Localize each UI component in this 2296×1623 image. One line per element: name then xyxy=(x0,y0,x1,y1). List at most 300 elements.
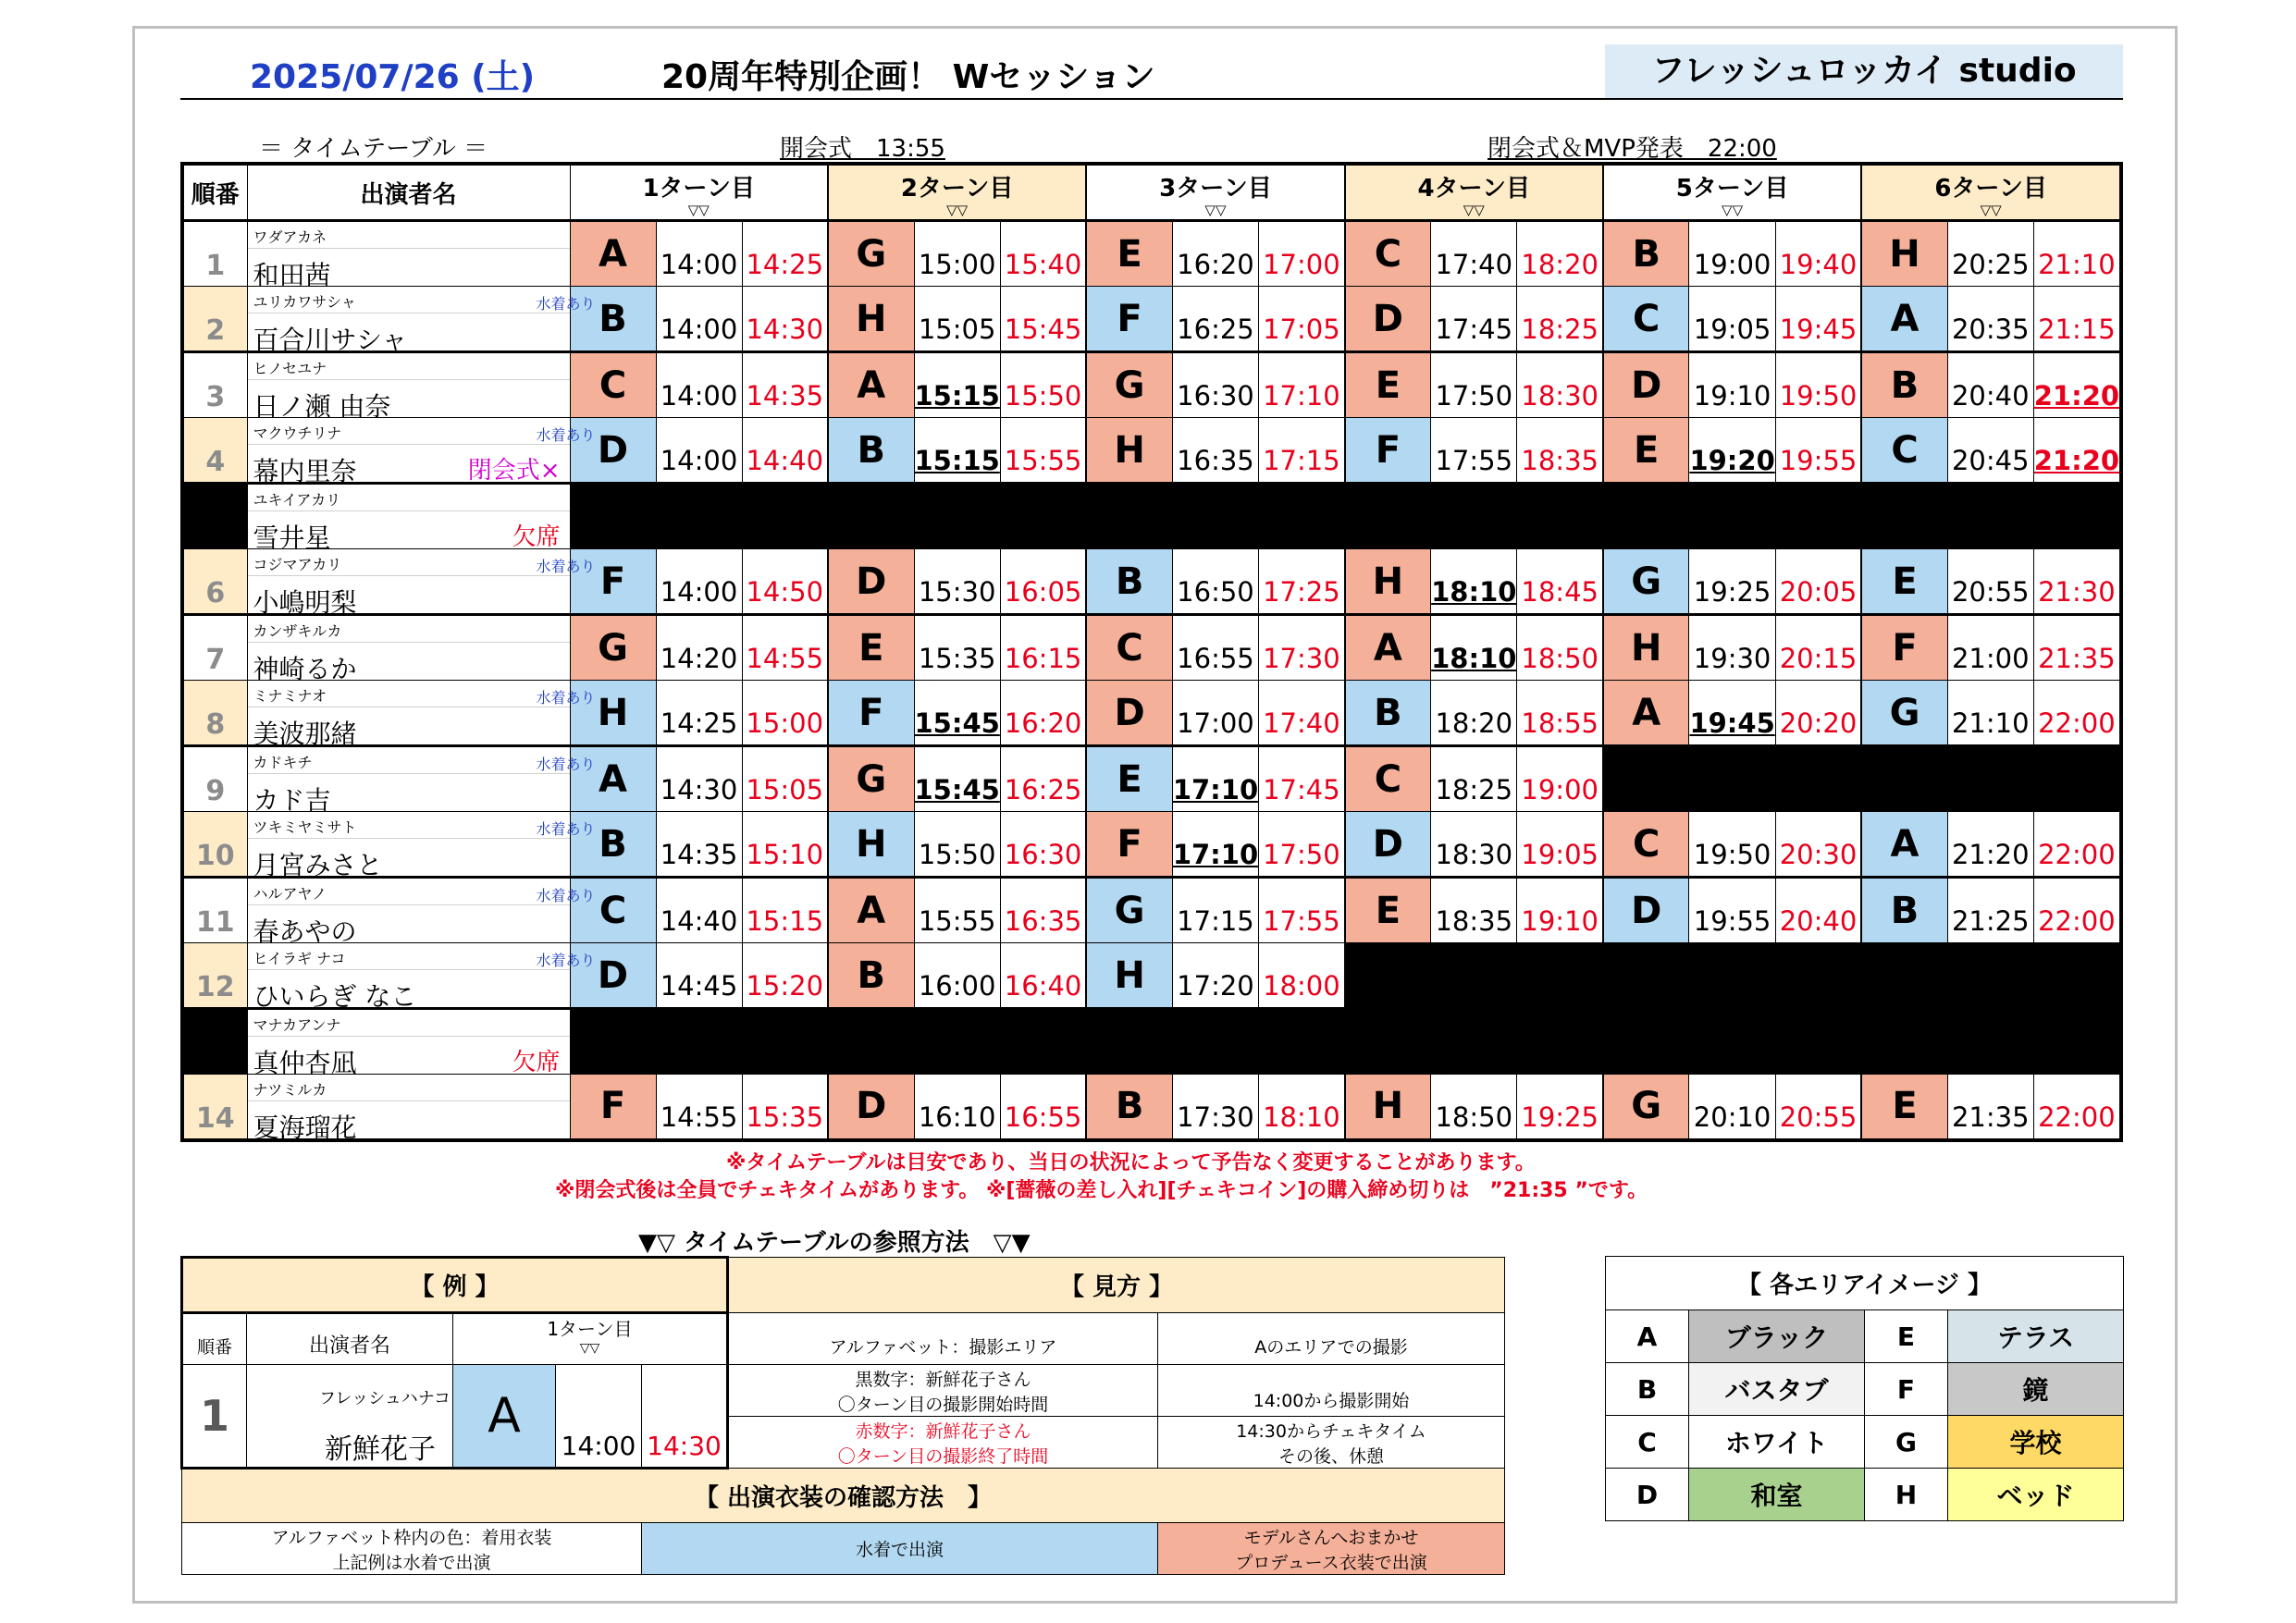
start-time: 16:20 xyxy=(1172,221,1258,287)
start-time: 16:25 xyxy=(1172,287,1258,352)
performer-kana: コジマアカリ xyxy=(253,556,342,573)
end-time: 22:00 xyxy=(2033,812,2121,878)
closing-time: 閉会式＆MVP発表 22:00 xyxy=(1487,135,1777,163)
area-cell: B xyxy=(570,812,656,878)
end-time: 19:10 xyxy=(1517,878,1603,943)
performer-kana: ヒノセユナ xyxy=(253,360,327,377)
turn-label: 5ターン目 xyxy=(1675,175,1789,203)
end-time: 21:30 xyxy=(2033,549,2121,615)
performer-kana: ツキミヤミサト xyxy=(253,818,357,836)
end-time: 16:05 xyxy=(1000,549,1086,615)
area-cell: H xyxy=(828,812,914,878)
ex-turn-label xyxy=(453,1313,728,1365)
turn-arrows: ▽▽ xyxy=(946,202,969,218)
header-divider xyxy=(180,98,2123,100)
start-time: 15:55 xyxy=(914,878,1000,943)
area-cell: B xyxy=(1086,1075,1172,1140)
legend-area-bed: ベッド xyxy=(1948,1469,2124,1521)
area-cell: H xyxy=(1086,943,1172,1009)
performer-cell xyxy=(247,1075,570,1143)
start-time: 15:15 xyxy=(914,418,1000,484)
opening-time: 開会式 13:55 xyxy=(780,135,945,163)
status-note: 欠席 xyxy=(512,1049,561,1076)
end-time: 16:35 xyxy=(1000,878,1086,943)
row-number: 10 xyxy=(182,812,247,878)
start-time: 19:10 xyxy=(1689,352,1775,418)
area-cell: A xyxy=(1861,287,1947,352)
start-time: 20:25 xyxy=(1947,221,2033,287)
turn-header-4 xyxy=(1345,164,1603,221)
costume-explain xyxy=(182,1523,642,1575)
kana-divider xyxy=(248,510,570,511)
area-cell: D xyxy=(828,1075,914,1140)
no-slot-bar xyxy=(1345,943,2121,1009)
turn-arrows: ▽▽ xyxy=(1722,202,1744,218)
area-cell: F xyxy=(1861,615,1947,681)
area-cell: A xyxy=(1603,681,1689,746)
performer-cell xyxy=(247,615,570,684)
performer-row xyxy=(182,1075,2121,1140)
start-time: 14:00 xyxy=(656,352,742,418)
legend-area-school: 学校 xyxy=(1948,1416,2124,1469)
view-start-line1: 黒数字：新鮮花子さん xyxy=(855,1369,1031,1390)
area-cell: F xyxy=(570,549,656,615)
row-number: 8 xyxy=(182,681,247,746)
legend-title: 【 各エリアイメージ 】 xyxy=(1606,1257,2124,1310)
kana-divider xyxy=(248,575,570,576)
start-time: 15:35 xyxy=(914,615,1000,681)
start-time: 20:45 xyxy=(1947,418,2033,484)
turn-label: 1ターン目 xyxy=(642,175,756,203)
legend-key: D xyxy=(1606,1469,1689,1521)
area-cell: A xyxy=(570,221,656,287)
example-header: 【 例 】 xyxy=(182,1258,728,1313)
kana-divider xyxy=(248,248,570,249)
end-time: 14:30 xyxy=(742,287,828,352)
swimsuit-note: 水着あり xyxy=(536,295,596,313)
legend-key: A xyxy=(1606,1310,1689,1363)
area-cell: C xyxy=(1603,812,1689,878)
start-time: 14:45 xyxy=(656,943,742,1009)
performer-row xyxy=(182,681,2121,746)
row-number: 12 xyxy=(182,943,247,1009)
area-cell: E xyxy=(1086,746,1172,812)
end-time: 20:20 xyxy=(1775,681,1861,746)
turn-header-3 xyxy=(1086,164,1344,221)
turn-header-6 xyxy=(1861,164,2121,221)
swimsuit-note: 水着あり xyxy=(536,887,596,904)
legend-area-mirror: 鏡 xyxy=(1948,1363,2124,1416)
start-time: 16:50 xyxy=(1172,549,1258,615)
performer-name: 美波那緒 xyxy=(253,719,357,749)
end-time: 22:00 xyxy=(2033,1075,2121,1140)
ex-order-label: 順番 xyxy=(182,1313,247,1365)
row-number: 1 xyxy=(182,221,247,287)
start-time: 15:50 xyxy=(914,812,1000,878)
area-cell: G xyxy=(1603,549,1689,615)
start-time: 15:45 xyxy=(914,746,1000,812)
end-time: 14:25 xyxy=(742,221,828,287)
ex-performer-label: 出演者名 xyxy=(247,1313,453,1365)
performer-kana: ハルアヤノ xyxy=(253,885,327,903)
performer-cell xyxy=(247,352,570,422)
performer-name: 小嶋明梨 xyxy=(253,587,357,618)
end-time: 17:40 xyxy=(1259,681,1345,746)
end-time: 16:20 xyxy=(1000,681,1086,746)
end-time: 14:55 xyxy=(742,615,828,681)
view-end-desc xyxy=(1158,1417,1505,1469)
turn-header-1 xyxy=(570,164,828,221)
cheki-note: ※閉会式後は全員でチェキタイムがあります。 ※[薔薇の差し入れ][チェキコイン]の購入締め切りは ”21:35 ”です。 xyxy=(555,1179,1648,1202)
start-time: 14:00 xyxy=(656,287,742,352)
area-cell: F xyxy=(1086,287,1172,352)
view-start-label xyxy=(728,1365,1158,1417)
start-time: 15:15 xyxy=(914,352,1000,418)
ex-kana: フレッシュハナコ xyxy=(319,1389,451,1408)
start-time: 21:25 xyxy=(1947,878,2033,943)
performer-name: 百合川サシャ xyxy=(253,325,408,355)
end-time: 18:20 xyxy=(1517,221,1603,287)
view-end-desc-line1: 14:30からチェキタイム xyxy=(1236,1420,1426,1442)
kana-divider xyxy=(248,313,570,314)
row-number: 14 xyxy=(182,1075,247,1140)
area-cell: D xyxy=(1086,681,1172,746)
legend-key: C xyxy=(1606,1416,1689,1469)
start-time: 19:00 xyxy=(1689,221,1775,287)
end-time: 16:15 xyxy=(1000,615,1086,681)
performer-name: 真仲杏凪 xyxy=(253,1048,357,1078)
end-time: 15:05 xyxy=(742,746,828,812)
view-area-desc: Aのエリアでの撮影 xyxy=(1158,1313,1505,1365)
area-cell: E xyxy=(828,615,914,681)
legend-key: B xyxy=(1606,1363,1689,1416)
start-time: 17:10 xyxy=(1172,746,1258,812)
kana-divider xyxy=(248,379,570,380)
performer-row xyxy=(182,615,2121,681)
view-end-desc-line2: その後、休憩 xyxy=(1278,1445,1384,1467)
ex-start: 14:00 xyxy=(556,1365,642,1469)
performer-kana: マクウチリナ xyxy=(253,424,342,442)
status-note: 欠席 xyxy=(512,523,561,551)
end-time: 15:20 xyxy=(742,943,828,1009)
end-time: 21:20 xyxy=(2033,352,2121,418)
end-time: 19:40 xyxy=(1775,221,1861,287)
performer-cell xyxy=(247,549,596,618)
area-cell: E xyxy=(1861,1075,1947,1140)
start-time: 19:45 xyxy=(1689,681,1775,746)
start-time: 16:00 xyxy=(914,943,1000,1009)
ex-turn-arrows: ▽▽ xyxy=(579,1341,600,1356)
row-number xyxy=(182,484,247,549)
area-cell: F xyxy=(570,1075,656,1140)
start-time: 14:30 xyxy=(656,746,742,812)
end-time: 21:10 xyxy=(2033,221,2121,287)
performer-cell xyxy=(247,418,596,486)
costume-explain-line2: 上記例は水着で出演 xyxy=(332,1552,491,1573)
start-time: 14:35 xyxy=(656,812,742,878)
swimsuit-note: 水着あり xyxy=(536,756,596,773)
start-time: 18:10 xyxy=(1431,615,1517,681)
studio-name: フレッシュロッカイ studio xyxy=(1605,44,2123,98)
area-cell: C xyxy=(1603,287,1689,352)
ex-turn-text: 1ターン目 xyxy=(547,1318,633,1340)
end-time: 21:20 xyxy=(2033,418,2121,484)
area-cell: F xyxy=(1086,812,1172,878)
kana-divider xyxy=(248,969,570,970)
area-cell: E xyxy=(1603,418,1689,484)
kana-divider xyxy=(248,773,570,774)
start-time: 20:35 xyxy=(1947,287,2033,352)
performer-kana: ミナミナオ xyxy=(253,687,327,705)
kana-divider xyxy=(248,838,570,839)
end-time: 15:15 xyxy=(742,878,828,943)
end-time: 17:55 xyxy=(1259,878,1345,943)
timetable-note: ※タイムテーブルは目安であり、当日の状況によって予告なく変更することがあります。 xyxy=(726,1151,1536,1174)
area-cell: A xyxy=(828,878,914,943)
start-time: 16:10 xyxy=(914,1075,1000,1140)
performer-cell xyxy=(247,878,596,947)
schedule-table xyxy=(180,162,2123,1142)
row-number: 7 xyxy=(182,615,247,681)
performer-cell xyxy=(247,943,596,1012)
view-end-label xyxy=(728,1417,1158,1469)
area-cell: B xyxy=(1861,878,1947,943)
area-cell: F xyxy=(1345,418,1431,484)
start-time: 17:10 xyxy=(1172,812,1258,878)
performer-kana: カンザキルカ xyxy=(253,622,342,640)
performer-name: カド吉 xyxy=(253,785,331,816)
start-time: 14:55 xyxy=(656,1075,742,1140)
end-time: 18:25 xyxy=(1517,287,1603,352)
turn-label: 3ターン目 xyxy=(1159,175,1272,203)
legend-area-black: ブラック xyxy=(1689,1310,1865,1363)
legend-key: G xyxy=(1865,1416,1948,1469)
schedule-body xyxy=(182,221,2121,1143)
start-time: 19:25 xyxy=(1689,549,1775,615)
end-time: 15:45 xyxy=(1000,287,1086,352)
performer-row xyxy=(182,352,2121,418)
event-date: 2025/07/26 (土) xyxy=(250,58,536,96)
start-time: 18:50 xyxy=(1431,1075,1517,1140)
area-cell: A xyxy=(1861,812,1947,878)
turn-label: 2ターン目 xyxy=(900,175,1014,203)
swimsuit-note: 水着あり xyxy=(536,426,596,444)
kana-divider xyxy=(248,444,570,445)
start-time: 18:20 xyxy=(1431,681,1517,746)
row-number xyxy=(182,1009,247,1075)
performer-name: 幕内里奈 xyxy=(253,456,357,486)
legend-key: E xyxy=(1865,1310,1948,1363)
start-time: 17:55 xyxy=(1431,418,1517,484)
end-time: 17:45 xyxy=(1259,746,1345,812)
performer-row xyxy=(182,418,2121,484)
start-time: 17:50 xyxy=(1431,352,1517,418)
performer-kana: マナカアンナ xyxy=(253,1016,341,1034)
start-time: 20:40 xyxy=(1947,352,2033,418)
start-time: 14:00 xyxy=(656,221,742,287)
end-time: 16:30 xyxy=(1000,812,1086,878)
area-cell: G xyxy=(1086,878,1172,943)
view-start-line2: 〇ターン目の撮影開始時間 xyxy=(837,1394,1049,1415)
end-time: 19:00 xyxy=(1517,746,1603,812)
start-time: 15:00 xyxy=(914,221,1000,287)
area-cell: H xyxy=(1345,549,1431,615)
legend-area-white: ホワイト xyxy=(1689,1416,1865,1469)
start-time: 18:25 xyxy=(1431,746,1517,812)
area-cell: C xyxy=(1086,615,1172,681)
area-cell: B xyxy=(828,943,914,1009)
area-cell: E xyxy=(1345,878,1431,943)
start-time: 16:30 xyxy=(1172,352,1258,418)
area-cell: G xyxy=(1861,681,1947,746)
area-cell: C xyxy=(1345,746,1431,812)
area-cell: H xyxy=(1345,1075,1431,1140)
end-time: 14:35 xyxy=(742,352,828,418)
area-legend xyxy=(1605,1256,2124,1521)
performer-name: 月宮みさと xyxy=(253,850,383,880)
end-time: 16:40 xyxy=(1000,943,1086,1009)
start-time: 20:10 xyxy=(1689,1075,1775,1140)
status-note: 閉会式× xyxy=(467,457,561,485)
start-time: 19:50 xyxy=(1689,812,1775,878)
start-time: 20:55 xyxy=(1947,549,2033,615)
end-time: 20:15 xyxy=(1775,615,1861,681)
start-time: 18:30 xyxy=(1431,812,1517,878)
turn-arrows: ▽▽ xyxy=(1204,202,1227,218)
performer-row xyxy=(182,943,2121,1009)
end-time: 18:50 xyxy=(1517,615,1603,681)
performer-cell xyxy=(247,484,570,553)
area-cell: D xyxy=(1345,812,1431,878)
area-cell: G xyxy=(828,746,914,812)
area-cell: A xyxy=(570,746,656,812)
turn-header-2 xyxy=(828,164,1086,221)
order-header: 順番 xyxy=(182,164,247,221)
ex-area: A xyxy=(453,1365,556,1469)
area-cell: D xyxy=(1345,287,1431,352)
turn-label: 4ターン目 xyxy=(1417,175,1531,203)
performer-cell xyxy=(247,287,596,355)
start-time: 15:05 xyxy=(914,287,1000,352)
end-time: 15:35 xyxy=(742,1075,828,1140)
performer-kana: ナツミルカ xyxy=(253,1081,327,1099)
area-cell: B xyxy=(828,418,914,484)
start-time: 17:15 xyxy=(1172,878,1258,943)
area-cell: D xyxy=(570,943,656,1009)
timetable-label: ＝ タイムテーブル ＝ xyxy=(259,135,488,163)
kana-divider xyxy=(248,1100,570,1101)
start-time: 21:35 xyxy=(1947,1075,2033,1140)
performer-header: 出演者名 xyxy=(247,164,570,221)
area-cell: C xyxy=(570,878,656,943)
start-time: 14:00 xyxy=(656,418,742,484)
start-time: 19:05 xyxy=(1689,287,1775,352)
performer-name: 春あやの xyxy=(253,916,357,947)
ex-name: 新鮮花子 xyxy=(325,1433,436,1466)
end-time: 15:00 xyxy=(742,681,828,746)
end-time: 14:50 xyxy=(742,549,828,615)
legend-area-terrace: テラス xyxy=(1948,1310,2124,1363)
start-time: 18:10 xyxy=(1431,549,1517,615)
area-cell: G xyxy=(1086,352,1172,418)
end-time: 15:55 xyxy=(1000,418,1086,484)
area-cell: H xyxy=(828,287,914,352)
start-time: 14:25 xyxy=(656,681,742,746)
end-time: 15:50 xyxy=(1000,352,1086,418)
costume-explain-line1: アルファベット枠内の色：着用衣装 xyxy=(271,1527,552,1548)
area-cell: C xyxy=(1345,221,1431,287)
area-cell: B xyxy=(1086,549,1172,615)
kana-divider xyxy=(248,1036,570,1037)
view-end-line1: 赤数字：新鮮花子さん xyxy=(855,1420,1031,1442)
area-cell: B xyxy=(570,287,656,352)
costume-header: 【 出演衣装の確認方法 】 xyxy=(182,1469,1505,1523)
end-time: 17:10 xyxy=(1259,352,1345,418)
ex-num: 1 xyxy=(182,1365,247,1469)
area-cell: D xyxy=(570,418,656,484)
event-title: 20周年特別企画！ Wセッション xyxy=(661,58,1155,96)
start-time: 21:10 xyxy=(1947,681,2033,746)
area-cell: F xyxy=(828,681,914,746)
start-time: 18:35 xyxy=(1431,878,1517,943)
end-time: 19:50 xyxy=(1775,352,1861,418)
absent-bar xyxy=(570,1009,2121,1075)
example-table xyxy=(180,1256,1505,1575)
ex-end: 14:30 xyxy=(642,1365,728,1469)
view-header: 【 見方 】 xyxy=(728,1258,1505,1313)
start-time: 15:45 xyxy=(914,681,1000,746)
performer-row xyxy=(182,746,2121,812)
performer-kana: ヒイラギ ナコ xyxy=(253,950,346,967)
turn-header-5 xyxy=(1603,164,1861,221)
performer-kana: ワダアカネ xyxy=(253,228,327,246)
absent-row xyxy=(182,484,2121,549)
performer-name: 雪井星 xyxy=(253,523,331,553)
turn-label: 6ターン目 xyxy=(1934,175,2047,203)
area-cell: B xyxy=(1603,221,1689,287)
kana-divider xyxy=(248,642,570,643)
area-cell: D xyxy=(1603,352,1689,418)
performer-name: ひいらぎ なこ xyxy=(253,981,417,1012)
start-time: 17:00 xyxy=(1172,681,1258,746)
end-time: 14:40 xyxy=(742,418,828,484)
start-time: 19:30 xyxy=(1689,615,1775,681)
end-time: 18:45 xyxy=(1517,549,1603,615)
performer-row xyxy=(182,812,2121,878)
area-cell: D xyxy=(828,549,914,615)
end-time: 19:55 xyxy=(1775,418,1861,484)
end-time: 21:15 xyxy=(2033,287,2121,352)
kana-divider xyxy=(248,904,570,905)
swimsuit-note: 水着あり xyxy=(536,952,596,969)
costume-swimsuit: 水着で出演 xyxy=(642,1523,1158,1575)
end-time: 20:40 xyxy=(1775,878,1861,943)
end-time: 17:30 xyxy=(1259,615,1345,681)
performer-kana: ユリカワサシャ xyxy=(253,293,356,311)
end-time: 18:55 xyxy=(1517,681,1603,746)
area-cell: C xyxy=(1861,418,1947,484)
area-cell: D xyxy=(1603,878,1689,943)
howto-title: ▼▽ タイムテーブルの参照方法 ▽▼ xyxy=(638,1229,1031,1257)
area-cell: G xyxy=(828,221,914,287)
row-number: 9 xyxy=(182,746,247,812)
area-cell: E xyxy=(1345,352,1431,418)
performer-cell xyxy=(247,746,596,816)
end-time: 20:30 xyxy=(1775,812,1861,878)
end-time: 17:50 xyxy=(1259,812,1345,878)
view-start-desc: 14:00から撮影開始 xyxy=(1158,1365,1505,1417)
end-time: 16:25 xyxy=(1000,746,1086,812)
